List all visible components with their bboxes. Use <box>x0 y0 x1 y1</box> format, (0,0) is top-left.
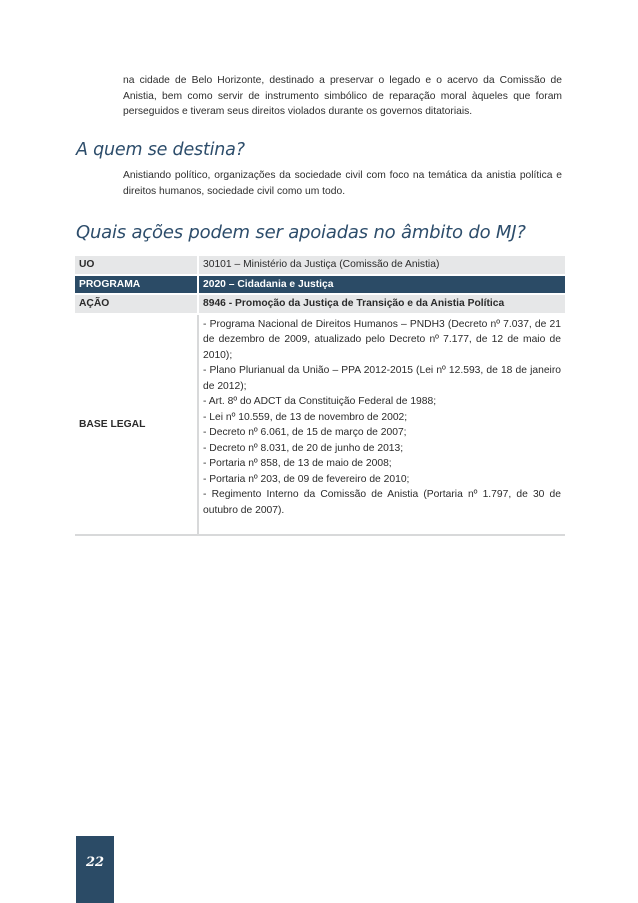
uo-value: 30101 – Ministério da Justiça (Comissão de Anistia) <box>198 256 565 275</box>
list-item: - Portaria nº 203, de 09 de fevereiro de 2010; <box>203 473 410 485</box>
list-item: - Portaria nº 858, de 13 de maio de 2008; <box>203 458 392 469</box>
section-heading-target: A quem se destina? <box>76 140 245 160</box>
list-item: - Programa Nacional de Direitos Humanos – PNDH3 (Decreto nº 7.037, de 21 de dezembro de 2009, atualizado pelo Decreto nº 7.177, de 12 de maio de 2010); <box>203 318 561 361</box>
list-item: - Decreto nº 6.061, de 15 de março de 2007; <box>203 427 407 438</box>
table-row-acao <box>75 294 565 314</box>
actions-table <box>75 256 565 536</box>
list-item: - Art. 8º do ADCT da Constituição Federal de 1988; <box>203 396 437 407</box>
uo-label: UO <box>75 256 198 275</box>
base-legal-label: BASE LEGAL <box>75 314 198 536</box>
list-item: - Decreto nº 8.031, de 20 de junho de 2013; <box>203 442 404 454</box>
table-row-uo <box>75 256 565 275</box>
programa-value: 2020 – Cidadania e Justiça <box>198 275 565 295</box>
intro-paragraph: na cidade de Belo Horizonte, destinado a preservar o legado e o acervo da Comissão de Anistia, bem como servir de instrumento simbólico de reparação moral àqueles que foram perseguidos e tiveram seus direitos violados durante os governos ditatoriais. <box>123 75 562 117</box>
list-item: - Plano Plurianual da União – PPA 2012-2015 (Lei nº 12.593, de 18 de janeiro de 2012); <box>203 365 561 392</box>
list-item: - Regimento Interno da Comissão de Anistia (Portaria nº 1.797, de 30 de outubro de 2007). <box>203 489 561 516</box>
list-item: - Lei nº 10.559, de 13 de novembro de 2002; <box>203 411 408 423</box>
table-row-base-legal <box>75 314 565 536</box>
acao-label: AÇÃO <box>75 294 198 314</box>
section-text-target: Anistiando político, organizações da sociedade civil com foco na temática da anistia política e direitos humanos, sociedade civil como um todo. <box>123 170 562 197</box>
page-number-badge <box>76 836 114 903</box>
page-number: 22 <box>85 855 105 870</box>
base-legal-list <box>198 314 565 536</box>
programa-label: PROGRAMA <box>75 275 198 295</box>
table-row-programa <box>75 275 565 295</box>
section-heading-actions: Quais ações podem ser apoiadas no âmbito do MJ? <box>76 222 526 243</box>
acao-value: 8946 - Promoção da Justiça de Transição e da Anistia Política <box>198 294 565 314</box>
